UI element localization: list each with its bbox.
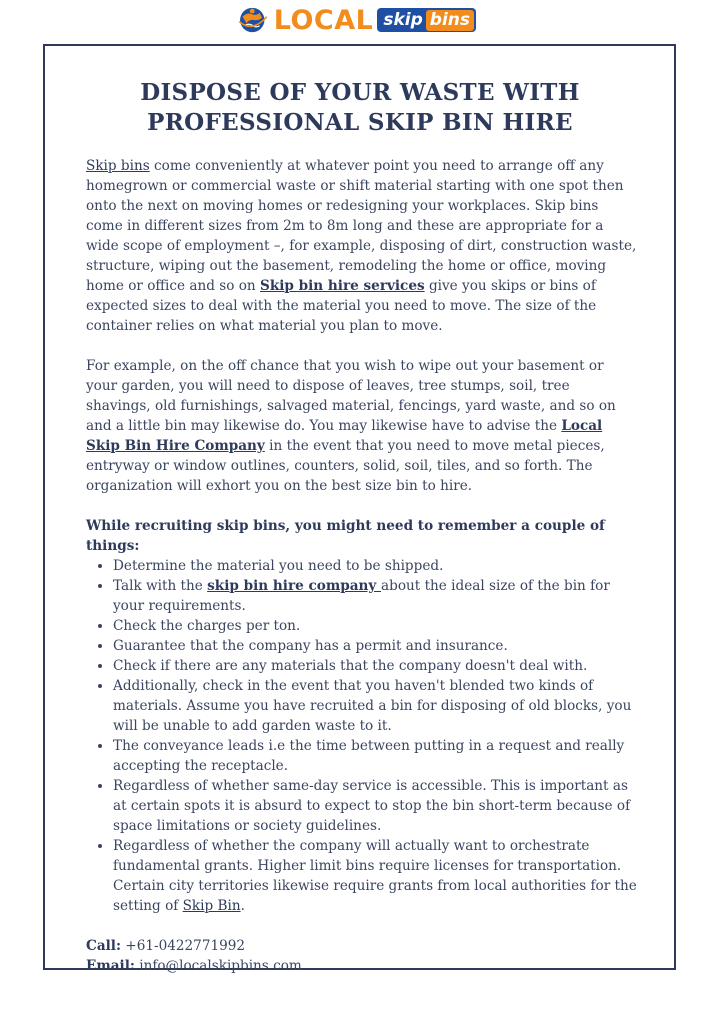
spacer (86, 336, 638, 356)
title-line-2: PROFESSIONAL SKIP BIN HIRE (147, 109, 573, 136)
skip-bin-link[interactable]: Skip Bin (182, 898, 241, 914)
contact-phone (86, 936, 638, 956)
skip-bin-hire-company-link[interactable]: skip bin hire company (207, 578, 382, 594)
list-item-text: Talk with the (113, 578, 208, 594)
phone-number[interactable]: +61-0422771992 (120, 938, 246, 954)
list-item: • Additionally, check in the event that you haven't blended two kinds of materials. Assume you have recruited a bin for disposing of old blocks, you will be unable to add garden waste to it. (113, 676, 638, 736)
contact-email (86, 956, 638, 976)
paragraph-intro (86, 156, 638, 336)
list-item-text: about the ideal size of the bin for your requirements. (113, 578, 610, 614)
example-text-a: For example, on the off chance that you wish to wipe out your basement or your garden, you will need to dispose of leaves, tree stumps, soil, tree shavings, old furnishings, salvaged material, fencings, yard waste, and so on and a little bin may likewise do. You may likewise have to advise the (86, 358, 616, 434)
list-item: • Check the charges per ton. (113, 616, 638, 636)
intro-text-b: give you skips or bins of expected sizes to deal with the material you need to move. The size of the container relies on what material you plan to move. (86, 278, 597, 334)
article-body (86, 156, 638, 976)
skip-bins-link[interactable]: Skip bins (86, 158, 150, 174)
spacer (86, 496, 638, 516)
list-item-text: . (240, 898, 245, 914)
logo-word-bins: bins (426, 10, 474, 31)
list-item (113, 576, 638, 616)
list-item (113, 836, 638, 916)
paragraph-example (86, 356, 638, 496)
email-address[interactable]: info@localskipbins.com (134, 958, 302, 974)
globe-pin-icon (236, 0, 272, 40)
spacer (86, 916, 638, 936)
title-line-1: DISPOSE OF YOUR WASTE WITH (140, 79, 580, 106)
call-label: Call: (86, 938, 121, 954)
list-item: • The conveyance leads i.e the time between putting in a request and really accepting the receptacle. (113, 736, 638, 776)
list-item: • Determine the material you need to be shipped. (113, 556, 638, 576)
intro-text-a: come conveniently at whatever point you need to arrange off any homegrown or commercial waste or shift material starting with one spot then onto the next on moving homes or redesigning your workplaces. Skip bins come in different sizes from 2m to 8m long and these are appropriate for a wide scope of employment –, for example, disposing of dirt, construction waste, structure, wiping out the basement, remodeling the home or office, moving home or office and so on (86, 158, 637, 294)
page-title (60, 78, 660, 138)
email-label: Email: (86, 958, 135, 974)
example-text-b: in the event that you need to move metal pieces, entryway or window outlines, counters, solid, soil, tiles, and so forth. The organization will exhort you on the best size bin to hire. (86, 438, 605, 494)
local-skip-bin-company-link[interactable]: Local Skip Bin Hire Company (86, 418, 603, 454)
tips-list (86, 556, 638, 916)
logo-word-skip: skip (383, 9, 423, 30)
list-heading: While recruiting skip bins, you might need to remember a couple of things: (86, 518, 605, 554)
list-item-text: Regardless of whether the company will actually want to orchestrate fundamental grants. Higher limit bins require licenses for transportation. Certain city territories likewise require grants from local authorities for the setting of (113, 838, 637, 914)
logo-word-local: LOCAL (273, 4, 374, 36)
skip-bin-hire-services-link[interactable]: Skip bin hire services (260, 278, 425, 294)
list-item: • Guarantee that the company has a permit and insurance. (113, 636, 638, 656)
brand-logo (236, 0, 476, 40)
list-item: • Regardless of whether same-day service is accessible. This is important as at certain spots it is absurd to expect to stop the bin short-term because of space limitations or society guidelines. (113, 776, 638, 836)
logo-badge (377, 8, 476, 32)
list-item: • Check if there are any materials that the company doesn't deal with. (113, 656, 638, 676)
